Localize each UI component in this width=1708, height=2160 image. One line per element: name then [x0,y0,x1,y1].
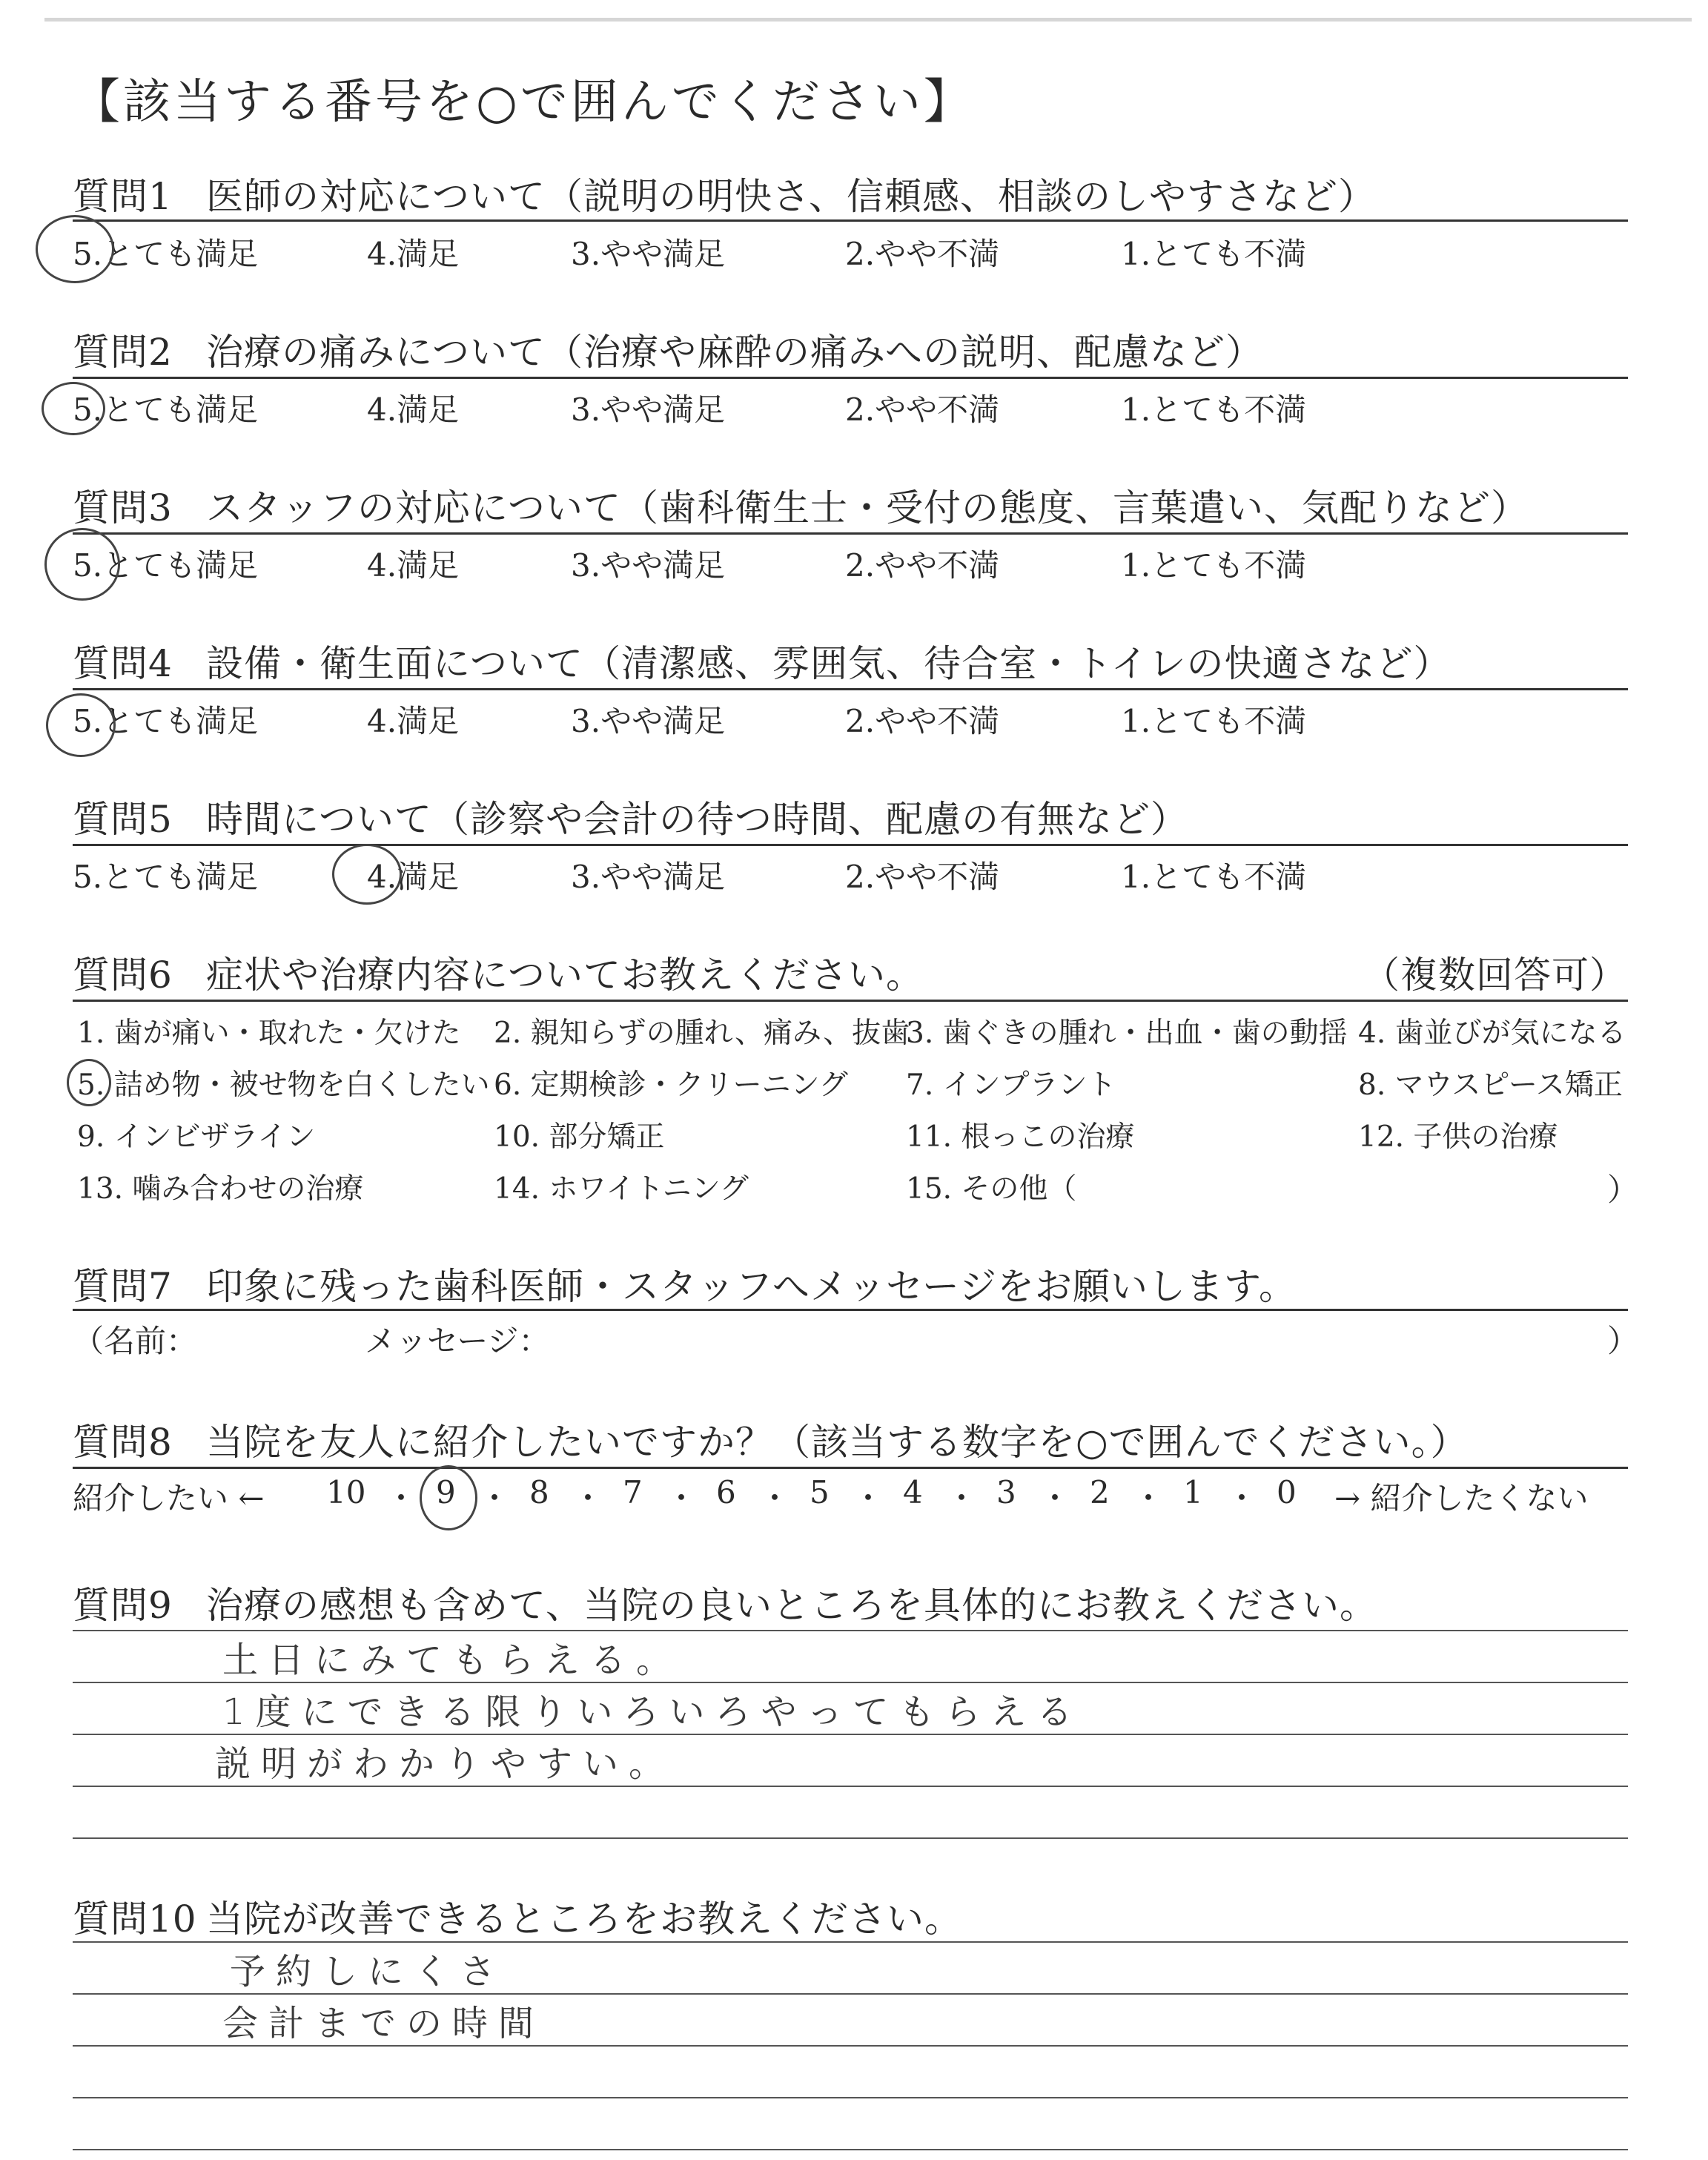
question-number: 質問1 [73,175,173,218]
question-text: 当院を友人に紹介したいですか？（該当する数字を○で囲んでください。） [206,1421,1469,1464]
question-7-heading [73,1257,1297,1310]
question-8-heading [73,1413,1469,1466]
message-close-paren: ） [1607,1323,1639,1359]
question-1-heading [73,167,1376,220]
option-1[interactable]: 1.とても不満 [1121,392,1307,428]
checklist-item[interactable]: 14. ホワイトニング [494,1172,749,1206]
scale-right-label: → 紹介したくない [1334,1480,1589,1516]
question-3-rule [73,532,1628,535]
scale-separator: ・ [946,1480,978,1516]
scale-separator: ・ [666,1480,698,1516]
question-text: 医師の対応について（説明の明快さ、信頼感、相談のしやすさなど） [206,175,1376,218]
option-4[interactable]: 4.満足 [367,859,460,895]
scale-separator: ・ [572,1480,604,1516]
question-text: 症状や治療内容についてお教えください。 [206,954,924,997]
question-6-rule [73,1000,1628,1002]
answer-line [73,2149,1628,2150]
option-2[interactable]: 2.やや不満 [845,859,1000,895]
checklist-item[interactable]: 2. 親知らずの腫れ、痛み、抜歯 [494,1017,910,1050]
question-text: 治療の痛みについて（治療や麻酔の痛みへの説明、配慮など） [206,331,1263,374]
checklist-item[interactable]: 9. インビザライン [77,1120,316,1154]
checklist-item[interactable]: 7. インプラント [906,1069,1116,1102]
scale-value[interactable]: 3 [996,1474,1016,1510]
option-3[interactable]: 3.やや満足 [571,703,726,739]
question-number: 質問4 [73,642,173,685]
scale-left-label: 紹介したい ← [73,1480,265,1516]
option-3[interactable]: 3.やや満足 [571,236,726,272]
question-10-heading [73,1889,962,1943]
scale-value[interactable]: 7 [623,1474,643,1510]
question-text: スタッフの対応について（歯科衛生士・受付の態度、言葉遣い、気配りなど） [206,486,1529,529]
question-number: 質問9 [73,1584,173,1627]
answer-line [73,1837,1628,1839]
option-3[interactable]: 3.やや満足 [571,547,726,584]
scale-separator: ・ [385,1480,417,1516]
scale-separator: ・ [1133,1480,1165,1516]
checklist-item[interactable]: 4. 歯並びが気になる [1358,1017,1626,1050]
option-2[interactable]: 2.やや不満 [845,392,1000,428]
question-2-heading [73,323,1263,376]
question-number: 質問5 [73,798,173,841]
question-9-heading [73,1576,1377,1629]
other-close-paren: ） [1607,1172,1639,1208]
scale-separator: ・ [759,1480,791,1516]
checklist-item[interactable]: 12. 子供の治療 [1358,1120,1558,1154]
handwritten-answer: 説明がわかりやすい。 [215,1743,675,1785]
question-8-rule [73,1467,1628,1469]
scale-value[interactable]: 5 [810,1474,830,1510]
scale-value[interactable]: 4 [903,1474,923,1510]
question-number: 質問2 [73,331,173,374]
option-5[interactable]: 5.とても満足 [73,547,259,584]
scale-separator: ・ [1039,1480,1071,1516]
question-text: 当院が改善できるところをお教えください。 [206,1898,962,1941]
question-5-heading [73,790,1188,843]
option-2[interactable]: 2.やや不満 [845,236,1000,272]
question-1-rule [73,219,1628,222]
question-2-rule [73,377,1628,379]
option-4[interactable]: 4.満足 [367,236,460,272]
option-2[interactable]: 2.やや不満 [845,703,1000,739]
question-number: 質問7 [73,1265,173,1308]
scale-separator: ・ [1226,1480,1258,1516]
message-label: メッセージ： [365,1323,550,1359]
checklist-item[interactable]: 1. 歯が痛い・取れた・欠けた [77,1017,461,1050]
question-text: 設備・衛生面について（清潔感、雰囲気、待合室・トイレの快適さなど） [206,642,1452,685]
scale-separator: ・ [479,1480,511,1516]
question-5-rule [73,844,1628,846]
option-4[interactable]: 4.満足 [367,392,460,428]
multiple-answer-note: （複数回答可） [1363,954,1627,997]
scale-value[interactable]: 8 [529,1474,549,1510]
question-number: 質問6 [73,954,173,997]
option-1[interactable]: 1.とても不満 [1121,703,1307,739]
question-4-heading [73,634,1452,687]
checklist-item[interactable]: 15. その他（ [906,1172,1077,1206]
option-4[interactable]: 4.満足 [367,547,460,584]
option-5[interactable]: 5.とても満足 [73,703,259,739]
scale-value[interactable]: 0 [1277,1474,1297,1510]
option-3[interactable]: 3.やや満足 [571,392,726,428]
checklist-item[interactable]: 5. 詰め物・被せ物を白くしたい [77,1069,490,1102]
scale-value[interactable]: 10 [326,1474,366,1510]
checklist-item[interactable]: 8. マウスピース矯正 [1358,1069,1623,1102]
question-number: 質問10 [73,1898,197,1941]
answer-line [73,2097,1628,2098]
question-number: 質問3 [73,486,173,529]
option-2[interactable]: 2.やや不満 [845,547,1000,584]
question-6-heading [73,945,924,999]
scale-value[interactable]: 2 [1090,1474,1110,1510]
option-4[interactable]: 4.満足 [367,703,460,739]
scale-separator: ・ [853,1480,884,1516]
option-1[interactable]: 1.とても不満 [1121,859,1307,895]
checklist-item[interactable]: 11. 根っこの治療 [906,1120,1135,1154]
option-5[interactable]: 5.とても満足 [73,236,259,272]
question-3-heading [73,478,1529,532]
option-5[interactable]: 5.とても満足 [73,392,259,428]
question-text: 印象に残った歯科医師・スタッフへメッセージをお願いします。 [206,1265,1297,1308]
checklist-item[interactable]: 13. 噛み合わせの治療 [77,1172,364,1206]
handwritten-answer: 会計までの時間 [222,2003,545,2044]
question-7-rule [73,1309,1628,1311]
handwritten-answer: 1度にできる限りいろいろやってもらえる [222,1691,1083,1733]
scale-value[interactable]: 1 [1183,1474,1203,1510]
scan-edge [44,18,1692,22]
question-text: 時間について（診察や会計の待つ時間、配慮の有無など） [206,798,1188,841]
option-5[interactable]: 5.とても満足 [73,859,259,895]
option-1[interactable]: 1.とても不満 [1121,547,1307,584]
option-1[interactable]: 1.とても不満 [1121,236,1307,272]
scale-value[interactable]: 6 [716,1474,736,1510]
checklist-item[interactable]: 6. 定期検診・クリーニング [494,1069,848,1102]
option-3[interactable]: 3.やや満足 [571,859,726,895]
name-label: （名前： [73,1323,198,1359]
question-text: 治療の感想も含めて、当院の良いところを具体的にお教えください。 [206,1584,1377,1627]
checklist-item[interactable]: 3. 歯ぐきの腫れ・出血・歯の動揺 [906,1017,1348,1050]
scale-value[interactable]: 9 [436,1474,456,1510]
question-4-rule [73,688,1628,690]
checklist-item[interactable]: 10. 部分矯正 [494,1120,665,1154]
page-title: 【該当する番号を○で囲んでください】 [73,75,974,130]
handwritten-answer: 予約しにくさ [230,1951,506,1992]
question-number: 質問8 [73,1421,173,1464]
handwritten-answer: 土日にみてもらえる。 [222,1639,683,1681]
